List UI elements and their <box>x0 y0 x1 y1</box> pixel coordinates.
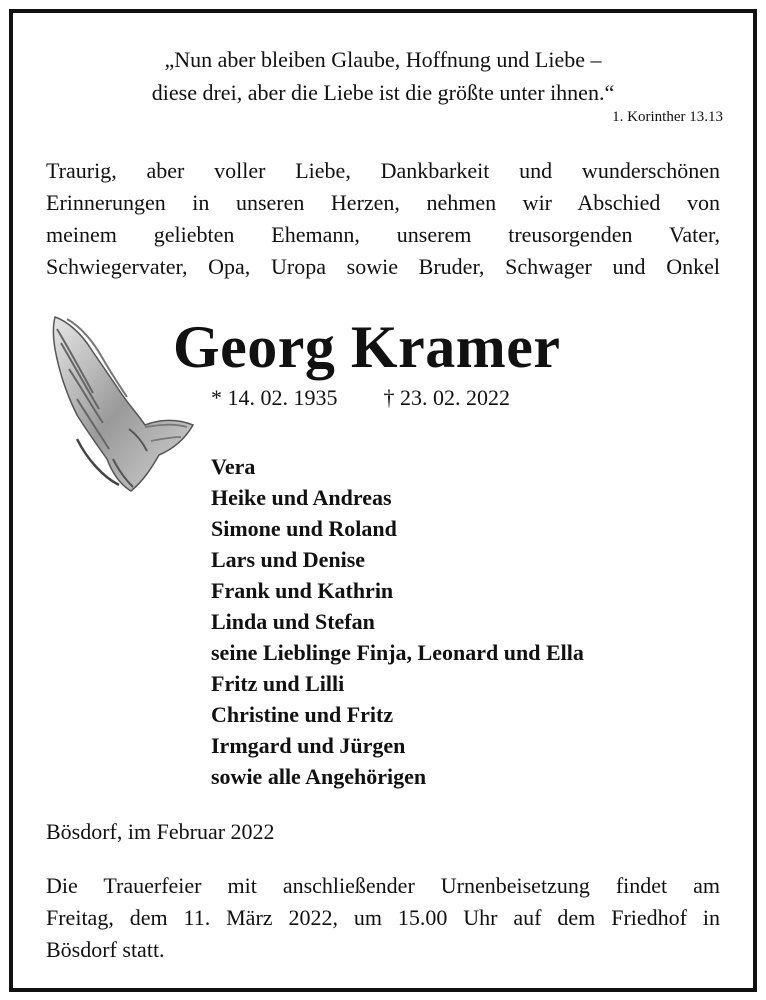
mourner: Fritz und Lilli <box>211 671 345 696</box>
deceased-name: Georg Kramer <box>173 314 561 380</box>
mourner: sowie alle Angehörigen <box>211 764 427 789</box>
place-and-date: Bösdorf, im Februar 2022 <box>46 819 275 844</box>
quote-line: „Nun aber bleiben Glaube, Hoffnung und Liebe – <box>164 47 602 72</box>
ceremony-line: Freitag, dem 11. März 2022, um 15.00 Uhr auf dem Friedhof in <box>46 905 720 930</box>
birth-date: * 14. 02. 1935 <box>211 385 338 410</box>
life-dates <box>211 385 510 411</box>
intro-line: meinem geliebten Ehemann, unserem treusorgenden Vater, <box>46 222 720 247</box>
ceremony-info <box>46 870 720 966</box>
quote-source: 1. Korinther 13.13 <box>612 109 723 125</box>
mourner: Christine und Fritz <box>211 702 394 727</box>
ceremony-line: Die Trauerfeier mit anschließender Urnenbeisetzung findet am <box>46 873 720 898</box>
intro-line: Traurig, aber voller Liebe, Dankbarkeit und wunderschönen <box>46 158 720 183</box>
obituary-notice <box>9 9 757 992</box>
intro-line: Erinnerungen in unseren Herzen, nehmen wir Abschied von <box>46 190 720 215</box>
mourner: Frank und Kathrin <box>211 578 394 603</box>
ceremony-line: Bösdorf statt. <box>46 937 165 962</box>
intro-line: Schwiegervater, Opa, Uropa sowie Bruder, Schwager und Onkel <box>46 254 720 279</box>
death-date: † 23. 02. 2022 <box>383 385 510 410</box>
mourner: Lars und Denise <box>211 547 366 572</box>
mourner: Linda und Stefan <box>211 609 375 634</box>
mourner: Heike und Andreas <box>211 485 392 510</box>
mourner: Irmgard und Jürgen <box>211 733 406 758</box>
mourner: seine Lieblinge Finja, Leonard und Ella <box>211 640 584 665</box>
quote-line: diese drei, aber die Liebe ist die größte unter ihnen.“ <box>151 80 615 105</box>
intro-text <box>46 155 720 283</box>
mourner: Vera <box>211 454 256 479</box>
mourner: Simone und Roland <box>211 516 397 541</box>
bible-quote <box>13 43 753 109</box>
mourners-list <box>211 451 584 792</box>
